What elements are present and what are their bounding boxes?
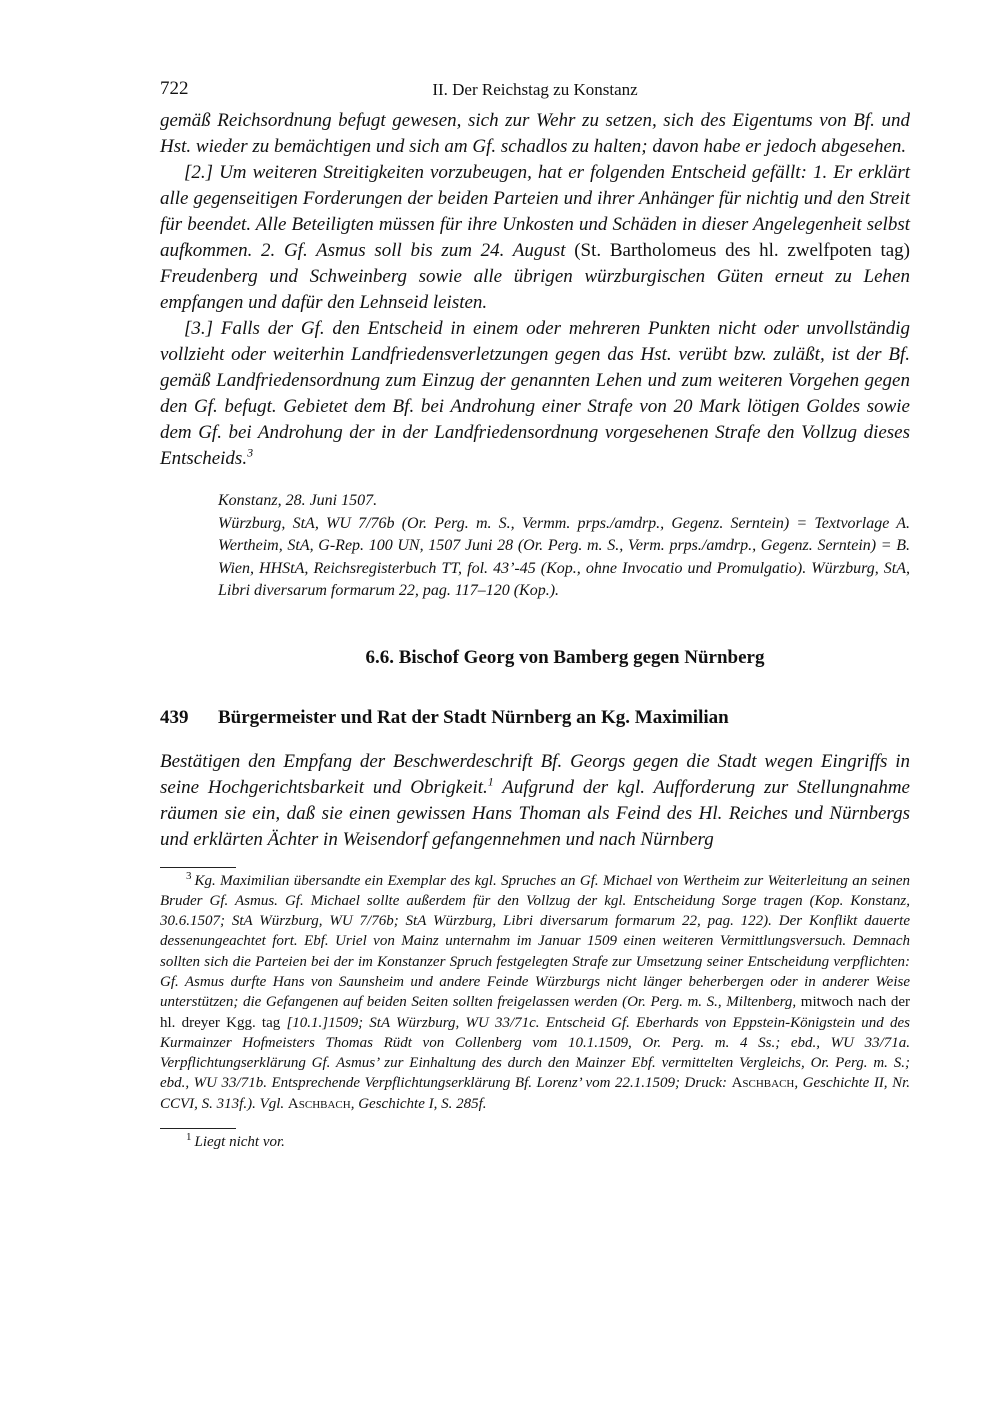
quoted-date: (St. Bartholomeus des hl. zwelfpoten tag) [565,240,910,261]
regest [160,749,910,853]
document-title: Bürgermeister und Rat der Stadt Nürnberg an Kg. Maximilian [218,706,729,728]
paragraph-text: [2.] Um weiteren Streitigkeiten vorzubeugen, hat er folgenden Entscheid gefällt: 1. Er erklärt alle gegenseitigen Forderungen der beiden Parteien und ihrer Anhänger für nichtig und den Streit für beendet. Alle Beteiligten müssen für ihre Unkosten und Schäden in dieser Angelegenheit selbst aufkommen. 2. Gf. Asmus soll bis zum 24. August [160,162,910,261]
paragraph [160,160,910,316]
paragraph: gemäß Reichsordnung befugt gewesen, sich zur Wehr zu setzen, sich des Eigentums von Bf. und Hst. wieder zu bemächtigen und sich am Gf. schadlos zu halten; davon habe er jedoch abgesehen. [160,110,910,157]
footnote-text: Liegt nicht vor. [194,1134,285,1151]
document-number: 439 [160,706,189,728]
footnote-text: , Geschichte II, Nr. CCVI, S. 313f.). Vgl. [160,1075,911,1112]
author-name: Aschbach [287,1095,351,1112]
footnote-text: Kg. Maximilian übersandte ein Exemplar des kgl. Spruches an Gf. Michael von Wertheim zur Weiterleitung an seinen Bruder Gf. Asmus. Gf. Michael sollte außerdem für den Vollzug der kgl. Entscheidung Sorge tragen (Kop. Konstanz, 30.6.1507; StA Würzburg, WU 7/76b; StA Würzburg, Libri diversarum formarum 22, pag. 122). Der Konflikt dauerte dessenungeachtet fort. Ebf. Uriel von Mainz unternahm im Januar 1509 einen weiteren Vermittlungsversuch. Demnach sollten sich die Parteien bei der im Konstanzer Spruch festgelegten Strafe zur Umsetzung seiner Entscheidung verpflichten: Gf. Asmus durfte Hans von Saunsheim und andere Feinde Würzburgs nicht länger beherbergen oder in anderer Weise unterstützen; die Gefangenen auf beiden Seiten sollten freigelassen werden (Or. Perg. m. S., Miltenberg, [160,872,910,1011]
footnote-number: 3 [186,869,192,882]
paragraph [160,316,910,472]
footnote-text: , Geschichte I, S. 285f. [350,1095,487,1112]
footnote-1 [160,1132,910,1152]
paragraph-text: Freudenberg und Schweinberg sowie alle übrigen würzburgischen Güten erneut zu Lehen empfangen und dafür den Lehnseid leisten. [160,266,910,313]
source-text: Würzburg, StA, WU 7/76b (Or. Perg. m. S., Vermm. prps./amdrp., Gegenz. Serntein) = Textvorlage A. Wertheim, StA, G-Rep. 100 UN, 1507 Juni 28 (Or. Perg. m. S., Verm. prps./amdrp., Gegenz. Serntein) = B. Wien, HHStA, Reichsregisterbuch TT, fol. 43’-45 (Kop., ohne Invocatio und Promulgatio). Würzburg, StA, Libri diversarum formarum 22, pag. 117–120 (Kop.). [218,514,910,599]
main-text [160,108,910,472]
footnote-ref: 1 [487,774,494,789]
paragraph-text: [3.] Falls der Gf. den Entscheid in einem oder mehreren Punkten nicht oder unvollständig vollzieht oder weiterhin Landfriedensverletzungen gegen das Hst. verübt bzw. zuläßt, ist der Bf. gemäß Landfriedensordnung zum Einzug der genannten Lehen und zum weiteren Vorgehen gegen den Gf. befugt. Gebietet dem Bf. bei Androhung einer Strafe von 20 Mark lötigen Goldes sowie dem Gf. bei Androhung der in der Landfriedensordnung vorgesehenen Strafe den Vollzug dieses Entscheids. [160,318,910,469]
footnote-text: [10.1.]1509; StA Würzburg, WU 33/71c. Entscheid Gf. Eberhards von Eppstein-Königstein und des Kurmainzer Hofmeisters Thomas Rüdt von Collenberg vom 10.1.1509, Or. Perg. m. 4 Ss.; ebd., WU 33/71a. Verpflichtungserklärung Gf. Asmus’ zur Einhaltung des durch den Mainzer Ebf. vermittelten Vergleichs, Or. Perg. m. S.; ebd., WU 33/71b. Entsprechende Verpflichtungserklärung Bf. Lorenz’ vom 22.1.1509; Druck: [160,1014,910,1092]
page [160,78,910,1152]
quoted-date: mitwoch nach der hl. dreyer Kgg. tag [160,994,911,1031]
document-heading [160,705,910,731]
source-date: Konstanz, 28. Juni 1507. [218,492,378,509]
footnote-3 [160,871,910,1115]
footnote-divider [160,1128,236,1129]
footnote-number: 1 [186,1131,192,1144]
page-header [160,78,910,108]
regest-text: Aufgrund der kgl. Aufforderung zur Stellungnahme räumen sie ein, daß sie einen gewissen Hans Thoman als Feind des Hl. Reiches und Nürnbergs und erklärten Ächter in Weisendorf gefangennehmen und nach Nürnberg [160,776,910,850]
author-name: Aschbach [731,1075,795,1092]
source-block [218,490,910,603]
footnote-ref: 3 [247,445,254,460]
regest-text: Bestätigen den Empfang der Beschwerdeschrift Bf. Georgs gegen die Stadt wegen Eingriffs in seine Hochgerichtsbarkeit und Obrigkeit. [160,750,910,798]
page-number: 722 [160,78,189,99]
section-heading: 6.6. Bischof Georg von Bamberg gegen Nürnberg [365,646,765,668]
footnote-divider [160,867,236,868]
running-title: II. Der Reichstag zu Konstanz [432,80,638,99]
